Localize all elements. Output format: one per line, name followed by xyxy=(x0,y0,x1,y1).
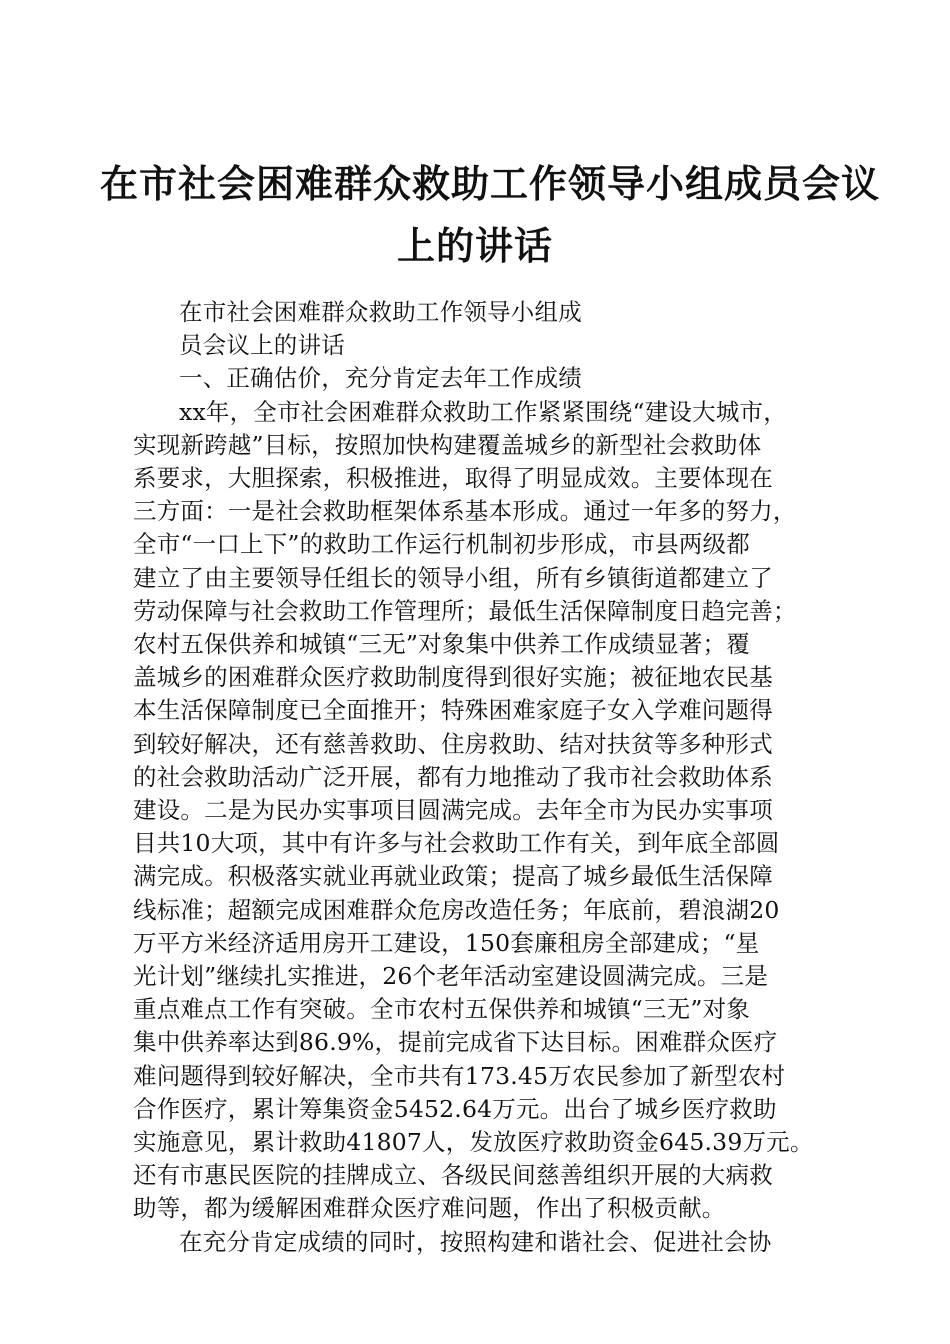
body-line: 集中供养率达到86.9%，提前完成省下达目标。困难群众医疗 xyxy=(133,1028,778,1057)
body-line: 员会议上的讲话 xyxy=(179,331,345,360)
body-line: 合作医疗，累计筹集资金5452.64万元。出台了城乡医疗救助 xyxy=(133,1094,777,1123)
body-line: 全市“一口上下”的救助工作运行机制初步形成，市县两级都 xyxy=(133,530,750,559)
body-line: 重点难点工作有突破。全市农村五保供养和城镇“三无”对象 xyxy=(133,995,750,1024)
body-line: 农村五保供养和城镇“三无”对象集中供养工作成绩显著；覆 xyxy=(133,630,750,658)
body-line: 的社会救助活动广泛开展，都有力地推动了我市社会救助体系 xyxy=(133,762,773,791)
body-line: 助等，都为缓解困难群众医疗难问题，作出了积极贡献。 xyxy=(133,1194,726,1223)
body-line: 建立了由主要领导任组长的领导小组，所有乡镇街道都建立了 xyxy=(133,563,773,592)
body-line: 盖城乡的困难群众医疗救助制度得到很好实施；被征地农民基 xyxy=(133,663,773,692)
body-line: 建设。二是为民办实事项目圆满完成。去年全市为民办实事项 xyxy=(133,796,773,824)
document-title-line-1: 在市社会困难群众救助工作领导小组成员会议 xyxy=(100,162,881,206)
body-line: 劳动保障与社会救助工作管理所；最低生活保障制度日趋完善； xyxy=(133,596,797,625)
body-line: xx年，全市社会困难群众救助工作紧紧围绕“建设大城市， xyxy=(179,397,787,426)
body-line: 目共10大项，其中有许多与社会救助工作有关，到年底全部圆 xyxy=(133,829,780,858)
body-line: 万平方米经济适用房开工建设，150套廉租房全部建成；“星 xyxy=(133,928,760,957)
body-line: 在充分肯定成绩的同时，按照构建和谐社会、促进社会协 xyxy=(179,1227,772,1256)
body-line: 实施意见，累计救助41807人，发放医疗救助资金645.39万元。 xyxy=(133,1128,814,1156)
body-line: 本生活保障制度已全面推开；特殊困难家庭子女入学难问题得 xyxy=(133,696,773,725)
body-line: 到较好解决，还有慈善救助、住房救助、结对扶贫等多种形式 xyxy=(133,729,773,758)
body-line: 在市社会困难群众救助工作领导小组成 xyxy=(179,298,582,326)
body-line: 系要求，大胆探索，积极推进，取得了明显成效。主要体现在 xyxy=(133,464,773,492)
body-line: 满完成。积极落实就业再就业政策；提高了城乡最低生活保障 xyxy=(133,862,773,891)
document-title-line-2: 上的讲话 xyxy=(396,224,553,268)
body-line: 难问题得到较好解决，全市共有173.45万农民参加了新型农村 xyxy=(133,1061,786,1090)
body-line: 一、正确估价，充分肯定去年工作成绩 xyxy=(179,364,582,393)
body-line: 光计划”继续扎实推进，26个老年活动室建设圆满完成。三是 xyxy=(133,962,769,990)
body-line: 实现新跨越”目标，按照加快构建覆盖城乡的新型社会救助体 xyxy=(133,430,762,459)
body-line: 线标准；超额完成困难群众危房改造任务；年底前，碧浪湖20 xyxy=(133,895,780,924)
body-line: 还有市惠民医院的挂牌成立、各级民间慈善组织开展的大病救 xyxy=(133,1161,773,1190)
body-line: 三方面：一是社会救助框架体系基本形成。通过一年多的努力， xyxy=(133,497,797,526)
